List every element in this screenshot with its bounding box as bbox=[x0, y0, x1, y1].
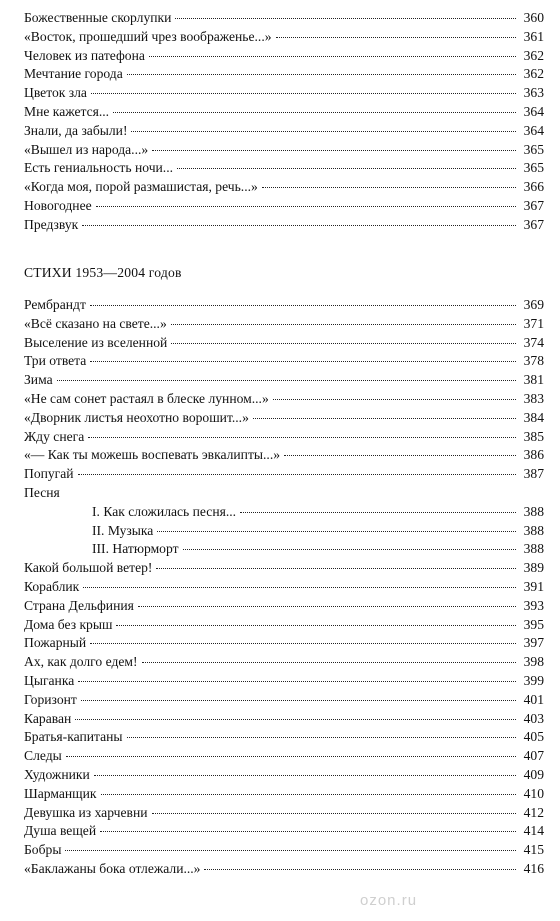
toc-group-heading bbox=[24, 484, 544, 503]
toc-entry bbox=[24, 653, 544, 672]
toc-entry-page: 395 bbox=[523, 616, 544, 632]
toc-entry bbox=[24, 371, 544, 390]
toc-entry-page: 397 bbox=[523, 635, 544, 651]
toc-entry-title: Страна Дельфиния bbox=[24, 597, 134, 613]
dot-leader bbox=[253, 418, 516, 419]
toc-entry-title: Выселение из вселенной bbox=[24, 334, 168, 350]
toc-entry-page: 371 bbox=[523, 315, 544, 331]
toc-entry bbox=[24, 540, 544, 559]
toc-entry bbox=[24, 804, 544, 823]
toc-entry-title: Братья-капитаны bbox=[24, 729, 123, 745]
toc-entry-title: Три ответа bbox=[24, 353, 87, 369]
toc-entry-title: Художники bbox=[24, 766, 90, 782]
dot-leader bbox=[113, 112, 516, 113]
toc-entry-page: 367 bbox=[523, 197, 544, 213]
toc-entry-title: Человек из патефона bbox=[24, 47, 145, 63]
toc-entry bbox=[24, 159, 544, 178]
toc-entry-title: Ах, как долго едем! bbox=[24, 654, 138, 670]
toc-entry-title: Новогоднее bbox=[24, 197, 92, 213]
toc-entry-title: Цыганка bbox=[24, 672, 75, 688]
toc-entry bbox=[24, 860, 544, 879]
section-heading: СТИХИ 1953—2004 годов bbox=[24, 265, 182, 280]
toc-entry-page: 361 bbox=[523, 28, 544, 44]
dot-leader bbox=[78, 681, 516, 682]
toc-entry-title: I. Как сложилась песня... bbox=[92, 503, 237, 519]
dot-leader bbox=[57, 380, 516, 381]
dot-leader bbox=[175, 18, 516, 19]
toc-entry bbox=[24, 522, 544, 541]
toc-entry bbox=[24, 559, 544, 578]
toc-entry-page: 362 bbox=[523, 66, 544, 82]
dot-leader bbox=[276, 37, 516, 38]
toc-entry bbox=[24, 578, 544, 597]
dot-leader bbox=[142, 662, 516, 663]
dot-leader bbox=[88, 437, 516, 438]
toc-entry-page: 389 bbox=[523, 560, 544, 576]
toc-entry-title: Мне кажется... bbox=[24, 103, 110, 119]
dot-leader bbox=[273, 399, 516, 400]
toc-entry-page: 381 bbox=[523, 372, 544, 388]
dot-leader bbox=[171, 343, 516, 344]
toc-entry-page: 387 bbox=[523, 466, 544, 482]
toc-entry bbox=[24, 84, 544, 103]
toc-entry-title: Мечтание города bbox=[24, 66, 123, 82]
dot-leader bbox=[82, 225, 516, 226]
toc-entry-page: 415 bbox=[523, 842, 544, 858]
toc-entry-page: 363 bbox=[523, 85, 544, 101]
toc-entry bbox=[24, 841, 544, 860]
toc-entry-page: 401 bbox=[523, 691, 544, 707]
toc-entry-title: Какой большой ветер! bbox=[24, 560, 153, 576]
dot-leader bbox=[284, 455, 516, 456]
toc-entry-title: «Всё сказано на свете...» bbox=[24, 315, 167, 331]
dot-leader bbox=[91, 93, 516, 94]
dot-leader bbox=[127, 74, 516, 75]
dot-leader bbox=[94, 775, 516, 776]
toc-entry bbox=[24, 747, 544, 766]
dot-leader bbox=[90, 305, 516, 306]
dot-leader bbox=[138, 606, 516, 607]
toc-entry bbox=[24, 178, 544, 197]
toc-entry-title: «— Как ты можешь воспевать эвкалипты...» bbox=[24, 447, 281, 463]
toc-entry-title: Душа вещей bbox=[24, 823, 97, 839]
toc-entry bbox=[24, 616, 544, 635]
dot-leader bbox=[78, 474, 516, 475]
toc-entry-title: Горизонт bbox=[24, 691, 77, 707]
dot-leader bbox=[90, 643, 516, 644]
toc-entry-title: Кораблик bbox=[24, 578, 80, 594]
watermark-logo: ozon.ru bbox=[360, 892, 418, 909]
dot-leader bbox=[156, 568, 516, 569]
toc-entry-page: 403 bbox=[523, 710, 544, 726]
toc-entry-title: Есть гениальность ночи... bbox=[24, 160, 174, 176]
toc-entry-title: Цветок зла bbox=[24, 85, 87, 101]
toc-entry bbox=[24, 634, 544, 653]
toc-entry-page: 412 bbox=[523, 804, 544, 820]
toc-entry-title: Дома без крыш bbox=[24, 616, 113, 632]
dot-leader bbox=[183, 549, 516, 550]
toc-entry-title: Девушка из харчевни bbox=[24, 804, 148, 820]
toc-entry bbox=[24, 352, 544, 371]
toc-entry-page: 416 bbox=[523, 860, 544, 876]
toc-entry-page: 366 bbox=[523, 179, 544, 195]
toc-entry-page: 399 bbox=[523, 672, 544, 688]
dot-leader bbox=[65, 850, 516, 851]
toc-entry-page: 374 bbox=[523, 334, 544, 350]
toc-entry-page: 414 bbox=[523, 823, 544, 839]
toc-entry-title: Рембрандт bbox=[24, 297, 86, 312]
toc-entry bbox=[24, 65, 544, 84]
dot-leader bbox=[152, 813, 516, 814]
toc-entry bbox=[24, 785, 544, 804]
toc-entry-page: 388 bbox=[523, 522, 544, 538]
toc-entry-title: II. Музыка bbox=[92, 522, 154, 538]
dot-leader bbox=[177, 168, 516, 169]
toc-entry-title: Пожарный bbox=[24, 635, 87, 651]
toc-entry-title: «Дворник листья неохотно ворошит...» bbox=[24, 409, 249, 425]
toc-entry-title: Божественные скорлупки bbox=[24, 10, 172, 25]
dot-leader bbox=[81, 700, 516, 701]
dot-leader bbox=[240, 512, 516, 513]
toc-entry-title: Знали, да забыли! bbox=[24, 122, 128, 138]
toc-entry bbox=[24, 9, 544, 28]
toc-entry-page: 367 bbox=[523, 216, 544, 232]
toc-entry-page: 391 bbox=[523, 578, 544, 594]
toc-entry-page: 407 bbox=[523, 748, 544, 764]
dot-leader bbox=[66, 756, 516, 757]
toc-entry-title: Зима bbox=[24, 372, 53, 388]
toc-entry-page: 364 bbox=[523, 103, 544, 119]
toc-entry-page: 383 bbox=[523, 390, 544, 406]
toc-entry-title: III. Натюрморт bbox=[92, 541, 179, 557]
dot-leader bbox=[131, 131, 516, 132]
toc-entry bbox=[24, 503, 544, 522]
toc-entry bbox=[24, 465, 544, 484]
dot-leader bbox=[116, 625, 516, 626]
toc-entry-page: 388 bbox=[523, 541, 544, 557]
dot-leader bbox=[96, 206, 516, 207]
toc-entry-page: 410 bbox=[523, 785, 544, 801]
toc-entry-page: 393 bbox=[523, 597, 544, 613]
toc-entry-page: 362 bbox=[523, 47, 544, 63]
toc-entry-page: 388 bbox=[523, 503, 544, 519]
toc-entry-page: 364 bbox=[523, 122, 544, 138]
toc-entry bbox=[24, 28, 544, 47]
dot-leader bbox=[83, 587, 516, 588]
toc-entry-title: Попугай bbox=[24, 466, 74, 482]
toc-entry-page: 398 bbox=[523, 654, 544, 670]
dot-leader bbox=[101, 794, 516, 795]
toc-entry bbox=[24, 296, 544, 315]
toc-entry-page: 365 bbox=[523, 141, 544, 157]
toc-entry bbox=[24, 672, 544, 691]
toc-entry bbox=[24, 390, 544, 409]
toc-entry bbox=[24, 822, 544, 841]
toc-list-section-b bbox=[24, 296, 544, 879]
dot-leader bbox=[90, 361, 516, 362]
toc-entry bbox=[24, 315, 544, 334]
toc-entry-page: 385 bbox=[523, 428, 544, 444]
toc-entry bbox=[24, 334, 544, 353]
toc-entry bbox=[24, 728, 544, 747]
toc-entry-title: Шарманщик bbox=[24, 785, 97, 801]
dot-leader bbox=[204, 869, 516, 870]
toc-entry-title: «Не сам сонет растаял в блеске лунном...» bbox=[24, 390, 269, 406]
toc-entry bbox=[24, 216, 544, 235]
toc-entry-page: 365 bbox=[523, 160, 544, 176]
toc-entry-page: 378 bbox=[523, 353, 544, 369]
dot-leader bbox=[100, 831, 516, 832]
toc-entry bbox=[24, 766, 544, 785]
toc-entry-title: «Когда моя, порой размашистая, речь...» bbox=[24, 179, 258, 195]
toc-entry-title: Жду снега bbox=[24, 428, 85, 444]
toc-entry-title: Следы bbox=[24, 748, 62, 764]
toc-entry-title: «Вышел из народа...» bbox=[24, 141, 149, 157]
toc-entry-page: 384 bbox=[523, 409, 544, 425]
toc-entry bbox=[24, 141, 544, 160]
toc-entry bbox=[24, 597, 544, 616]
toc-entry-page: 405 bbox=[523, 729, 544, 745]
toc-list-section-a bbox=[24, 9, 544, 235]
toc-entry bbox=[24, 409, 544, 428]
toc-entry-page: 360 bbox=[523, 10, 544, 25]
toc-entry bbox=[24, 710, 544, 729]
toc-entry-title: Бобры bbox=[24, 842, 62, 858]
toc-entry bbox=[24, 691, 544, 710]
toc-entry bbox=[24, 103, 544, 122]
toc-entry bbox=[24, 446, 544, 465]
dot-leader bbox=[157, 531, 516, 532]
toc-entry-title: Предзвук bbox=[24, 216, 79, 232]
toc-entry-title: Песня bbox=[24, 484, 60, 500]
toc-entry-title: Караван bbox=[24, 710, 72, 726]
dot-leader bbox=[152, 150, 516, 151]
dot-leader bbox=[127, 737, 516, 738]
toc-entry bbox=[24, 122, 544, 141]
dot-leader bbox=[149, 56, 516, 57]
toc-entry bbox=[24, 428, 544, 447]
toc-entry-title: «Баклажаны бока отлежали...» bbox=[24, 860, 201, 876]
toc-entry-page: 369 bbox=[523, 297, 544, 312]
dot-leader bbox=[75, 719, 516, 720]
toc-entry-page: 386 bbox=[523, 447, 544, 463]
dot-leader bbox=[171, 324, 516, 325]
toc-entry bbox=[24, 197, 544, 216]
toc-entry bbox=[24, 47, 544, 66]
dot-leader bbox=[262, 187, 516, 188]
toc-entry-title: «Восток, прошедший чрез воображенье...» bbox=[24, 28, 272, 44]
toc-entry-page: 409 bbox=[523, 766, 544, 782]
